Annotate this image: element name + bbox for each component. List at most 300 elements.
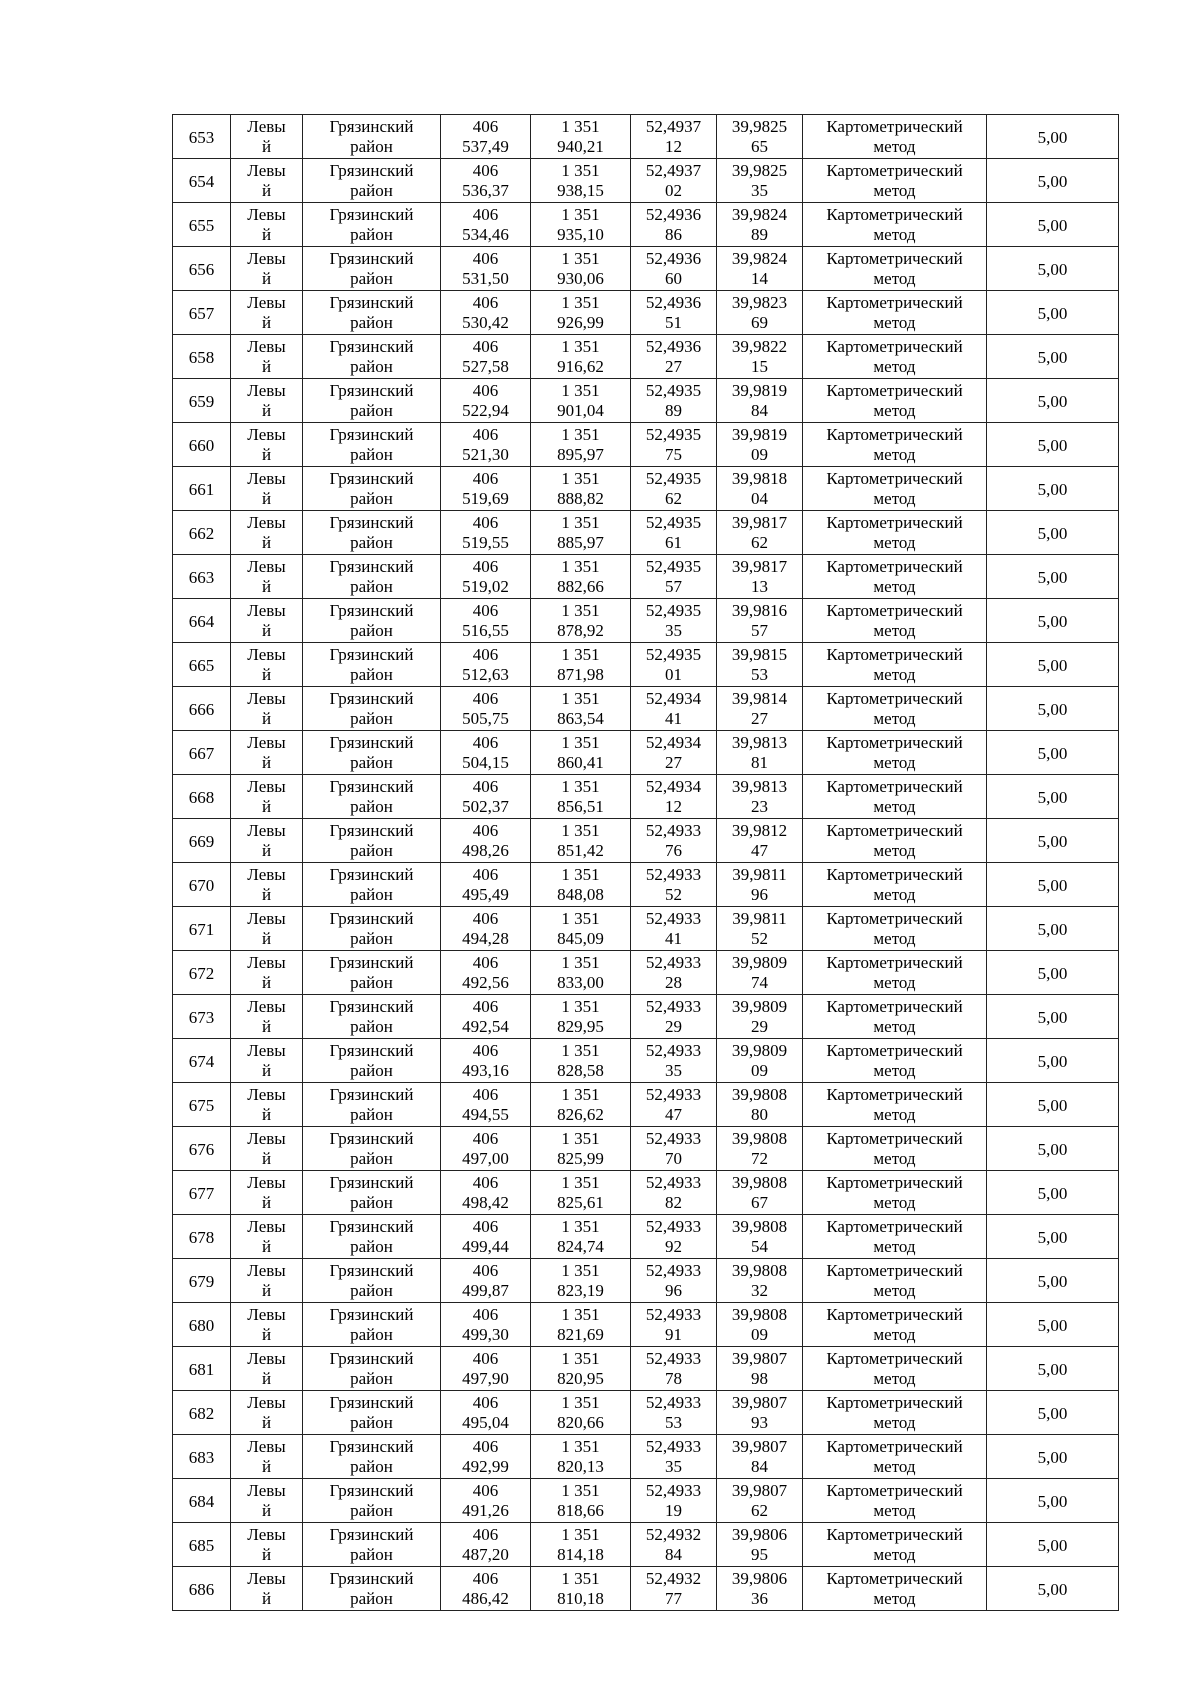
district-cell: Грязинский район <box>303 203 441 247</box>
side-cell: Левы й <box>231 775 303 819</box>
latitude-cell: 52,4932 84 <box>631 1523 717 1567</box>
accuracy-cell: 5,00 <box>987 863 1119 907</box>
table-row <box>173 159 1119 203</box>
table-row <box>173 1567 1119 1611</box>
side-cell: Левы й <box>231 203 303 247</box>
x-coordinate-cell: 406 519,55 <box>441 511 531 555</box>
table-row <box>173 291 1119 335</box>
accuracy-cell: 5,00 <box>987 995 1119 1039</box>
method-cell: Картометрический метод <box>803 1435 987 1479</box>
y-coordinate-cell: 1 351 871,98 <box>531 643 631 687</box>
side-cell: Левы й <box>231 115 303 159</box>
side-cell: Левы й <box>231 1303 303 1347</box>
row-number-cell: 673 <box>173 995 231 1039</box>
longitude-cell: 39,9813 23 <box>717 775 803 819</box>
method-cell: Картометрический метод <box>803 1567 987 1611</box>
accuracy-cell: 5,00 <box>987 159 1119 203</box>
y-coordinate-cell: 1 351 828,58 <box>531 1039 631 1083</box>
longitude-cell: 39,9817 13 <box>717 555 803 599</box>
longitude-cell: 39,9808 72 <box>717 1127 803 1171</box>
table-row <box>173 1303 1119 1347</box>
x-coordinate-cell: 406 498,26 <box>441 819 531 863</box>
latitude-cell: 52,4937 12 <box>631 115 717 159</box>
longitude-cell: 39,9811 52 <box>717 907 803 951</box>
district-cell: Грязинский район <box>303 1435 441 1479</box>
accuracy-cell: 5,00 <box>987 1303 1119 1347</box>
y-coordinate-cell: 1 351 856,51 <box>531 775 631 819</box>
x-coordinate-cell: 406 536,37 <box>441 159 531 203</box>
accuracy-cell: 5,00 <box>987 775 1119 819</box>
table-row <box>173 115 1119 159</box>
table-row <box>173 643 1119 687</box>
y-coordinate-cell: 1 351 860,41 <box>531 731 631 775</box>
longitude-cell: 39,9809 09 <box>717 1039 803 1083</box>
y-coordinate-cell: 1 351 833,00 <box>531 951 631 995</box>
latitude-cell: 52,4934 41 <box>631 687 717 731</box>
method-cell: Картометрический метод <box>803 1259 987 1303</box>
row-number-cell: 661 <box>173 467 231 511</box>
method-cell: Картометрический метод <box>803 247 987 291</box>
x-coordinate-cell: 406 531,50 <box>441 247 531 291</box>
table-row <box>173 511 1119 555</box>
x-coordinate-cell: 406 519,69 <box>441 467 531 511</box>
x-coordinate-cell: 406 521,30 <box>441 423 531 467</box>
longitude-cell: 39,9807 93 <box>717 1391 803 1435</box>
method-cell: Картометрический метод <box>803 1127 987 1171</box>
longitude-cell: 39,9811 96 <box>717 863 803 907</box>
latitude-cell: 52,4933 28 <box>631 951 717 995</box>
longitude-cell: 39,9807 62 <box>717 1479 803 1523</box>
district-cell: Грязинский район <box>303 1215 441 1259</box>
side-cell: Левы й <box>231 1567 303 1611</box>
method-cell: Картометрический метод <box>803 115 987 159</box>
y-coordinate-cell: 1 351 810,18 <box>531 1567 631 1611</box>
latitude-cell: 52,4934 12 <box>631 775 717 819</box>
y-coordinate-cell: 1 351 848,08 <box>531 863 631 907</box>
accuracy-cell: 5,00 <box>987 467 1119 511</box>
y-coordinate-cell: 1 351 823,19 <box>531 1259 631 1303</box>
accuracy-cell: 5,00 <box>987 1523 1119 1567</box>
method-cell: Картометрический метод <box>803 1083 987 1127</box>
method-cell: Картометрический метод <box>803 863 987 907</box>
method-cell: Картометрический метод <box>803 907 987 951</box>
latitude-cell: 52,4936 86 <box>631 203 717 247</box>
table-row <box>173 1391 1119 1435</box>
district-cell: Грязинский район <box>303 775 441 819</box>
side-cell: Левы й <box>231 1391 303 1435</box>
side-cell: Левы й <box>231 1479 303 1523</box>
y-coordinate-cell: 1 351 820,66 <box>531 1391 631 1435</box>
x-coordinate-cell: 406 486,42 <box>441 1567 531 1611</box>
side-cell: Левы й <box>231 291 303 335</box>
longitude-cell: 39,9824 89 <box>717 203 803 247</box>
district-cell: Грязинский район <box>303 1171 441 1215</box>
latitude-cell: 52,4933 29 <box>631 995 717 1039</box>
latitude-cell: 52,4933 41 <box>631 907 717 951</box>
district-cell: Грязинский район <box>303 819 441 863</box>
district-cell: Грязинский район <box>303 1391 441 1435</box>
district-cell: Грязинский район <box>303 1303 441 1347</box>
latitude-cell: 52,4935 35 <box>631 599 717 643</box>
side-cell: Левы й <box>231 159 303 203</box>
y-coordinate-cell: 1 351 930,06 <box>531 247 631 291</box>
table-row <box>173 335 1119 379</box>
x-coordinate-cell: 406 499,30 <box>441 1303 531 1347</box>
district-cell: Грязинский район <box>303 159 441 203</box>
side-cell: Левы й <box>231 379 303 423</box>
table-row <box>173 1259 1119 1303</box>
longitude-cell: 39,9808 09 <box>717 1303 803 1347</box>
row-number-cell: 656 <box>173 247 231 291</box>
row-number-cell: 669 <box>173 819 231 863</box>
y-coordinate-cell: 1 351 814,18 <box>531 1523 631 1567</box>
side-cell: Левы й <box>231 599 303 643</box>
y-coordinate-cell: 1 351 825,99 <box>531 1127 631 1171</box>
row-number-cell: 675 <box>173 1083 231 1127</box>
longitude-cell: 39,9806 95 <box>717 1523 803 1567</box>
x-coordinate-cell: 406 512,63 <box>441 643 531 687</box>
row-number-cell: 679 <box>173 1259 231 1303</box>
longitude-cell: 39,9816 57 <box>717 599 803 643</box>
table-row <box>173 1523 1119 1567</box>
row-number-cell: 654 <box>173 159 231 203</box>
district-cell: Грязинский район <box>303 291 441 335</box>
table-row <box>173 1347 1119 1391</box>
y-coordinate-cell: 1 351 885,97 <box>531 511 631 555</box>
table-row <box>173 1083 1119 1127</box>
longitude-cell: 39,9814 27 <box>717 687 803 731</box>
y-coordinate-cell: 1 351 829,95 <box>531 995 631 1039</box>
y-coordinate-cell: 1 351 820,95 <box>531 1347 631 1391</box>
side-cell: Левы й <box>231 1083 303 1127</box>
latitude-cell: 52,4933 53 <box>631 1391 717 1435</box>
y-coordinate-cell: 1 351 825,61 <box>531 1171 631 1215</box>
longitude-cell: 39,9807 98 <box>717 1347 803 1391</box>
district-cell: Грязинский район <box>303 1127 441 1171</box>
accuracy-cell: 5,00 <box>987 1567 1119 1611</box>
latitude-cell: 52,4932 77 <box>631 1567 717 1611</box>
method-cell: Картометрический метод <box>803 335 987 379</box>
district-cell: Грязинский район <box>303 1479 441 1523</box>
y-coordinate-cell: 1 351 888,82 <box>531 467 631 511</box>
y-coordinate-cell: 1 351 935,10 <box>531 203 631 247</box>
method-cell: Картометрический метод <box>803 467 987 511</box>
accuracy-cell: 5,00 <box>987 599 1119 643</box>
district-cell: Грязинский район <box>303 115 441 159</box>
x-coordinate-cell: 406 487,20 <box>441 1523 531 1567</box>
x-coordinate-cell: 406 519,02 <box>441 555 531 599</box>
y-coordinate-cell: 1 351 826,62 <box>531 1083 631 1127</box>
latitude-cell: 52,4936 27 <box>631 335 717 379</box>
table-row <box>173 995 1119 1039</box>
side-cell: Левы й <box>231 687 303 731</box>
side-cell: Левы й <box>231 511 303 555</box>
table-row <box>173 203 1119 247</box>
method-cell: Картометрический метод <box>803 1391 987 1435</box>
longitude-cell: 39,9808 32 <box>717 1259 803 1303</box>
accuracy-cell: 5,00 <box>987 335 1119 379</box>
side-cell: Левы й <box>231 1435 303 1479</box>
x-coordinate-cell: 406 499,44 <box>441 1215 531 1259</box>
y-coordinate-cell: 1 351 901,04 <box>531 379 631 423</box>
table-row <box>173 1215 1119 1259</box>
row-number-cell: 668 <box>173 775 231 819</box>
longitude-cell: 39,9815 53 <box>717 643 803 687</box>
accuracy-cell: 5,00 <box>987 1479 1119 1523</box>
side-cell: Левы й <box>231 863 303 907</box>
accuracy-cell: 5,00 <box>987 1215 1119 1259</box>
longitude-cell: 39,9812 47 <box>717 819 803 863</box>
row-number-cell: 685 <box>173 1523 231 1567</box>
accuracy-cell: 5,00 <box>987 731 1119 775</box>
y-coordinate-cell: 1 351 938,15 <box>531 159 631 203</box>
latitude-cell: 52,4935 89 <box>631 379 717 423</box>
latitude-cell: 52,4933 96 <box>631 1259 717 1303</box>
longitude-cell: 39,9818 04 <box>717 467 803 511</box>
side-cell: Левы й <box>231 1039 303 1083</box>
row-number-cell: 662 <box>173 511 231 555</box>
row-number-cell: 653 <box>173 115 231 159</box>
row-number-cell: 676 <box>173 1127 231 1171</box>
accuracy-cell: 5,00 <box>987 1259 1119 1303</box>
accuracy-cell: 5,00 <box>987 379 1119 423</box>
side-cell: Левы й <box>231 907 303 951</box>
table-row <box>173 819 1119 863</box>
longitude-cell: 39,9823 69 <box>717 291 803 335</box>
side-cell: Левы й <box>231 335 303 379</box>
table-body <box>173 115 1119 1611</box>
longitude-cell: 39,9825 65 <box>717 115 803 159</box>
method-cell: Картометрический метод <box>803 1215 987 1259</box>
latitude-cell: 52,4933 19 <box>631 1479 717 1523</box>
row-number-cell: 663 <box>173 555 231 599</box>
method-cell: Картометрический метод <box>803 599 987 643</box>
x-coordinate-cell: 406 498,42 <box>441 1171 531 1215</box>
x-coordinate-cell: 406 534,46 <box>441 203 531 247</box>
row-number-cell: 665 <box>173 643 231 687</box>
method-cell: Картометрический метод <box>803 643 987 687</box>
row-number-cell: 670 <box>173 863 231 907</box>
row-number-cell: 659 <box>173 379 231 423</box>
method-cell: Картометрический метод <box>803 951 987 995</box>
x-coordinate-cell: 406 497,90 <box>441 1347 531 1391</box>
side-cell: Левы й <box>231 951 303 995</box>
latitude-cell: 52,4933 70 <box>631 1127 717 1171</box>
coordinates-table <box>172 114 1119 1611</box>
side-cell: Левы й <box>231 467 303 511</box>
x-coordinate-cell: 406 522,94 <box>441 379 531 423</box>
table-row <box>173 1127 1119 1171</box>
longitude-cell: 39,9817 62 <box>717 511 803 555</box>
accuracy-cell: 5,00 <box>987 1083 1119 1127</box>
y-coordinate-cell: 1 351 820,13 <box>531 1435 631 1479</box>
longitude-cell: 39,9819 84 <box>717 379 803 423</box>
x-coordinate-cell: 406 502,37 <box>441 775 531 819</box>
district-cell: Грязинский район <box>303 995 441 1039</box>
latitude-cell: 52,4933 92 <box>631 1215 717 1259</box>
longitude-cell: 39,9808 80 <box>717 1083 803 1127</box>
table-row <box>173 731 1119 775</box>
longitude-cell: 39,9813 81 <box>717 731 803 775</box>
accuracy-cell: 5,00 <box>987 819 1119 863</box>
x-coordinate-cell: 406 495,49 <box>441 863 531 907</box>
row-number-cell: 660 <box>173 423 231 467</box>
longitude-cell: 39,9806 36 <box>717 1567 803 1611</box>
y-coordinate-cell: 1 351 845,09 <box>531 907 631 951</box>
side-cell: Левы й <box>231 1523 303 1567</box>
accuracy-cell: 5,00 <box>987 555 1119 599</box>
x-coordinate-cell: 406 492,99 <box>441 1435 531 1479</box>
side-cell: Левы й <box>231 247 303 291</box>
method-cell: Картометрический метод <box>803 291 987 335</box>
longitude-cell: 39,9809 29 <box>717 995 803 1039</box>
latitude-cell: 52,4936 60 <box>631 247 717 291</box>
x-coordinate-cell: 406 516,55 <box>441 599 531 643</box>
accuracy-cell: 5,00 <box>987 203 1119 247</box>
row-number-cell: 677 <box>173 1171 231 1215</box>
method-cell: Картометрический метод <box>803 995 987 1039</box>
side-cell: Левы й <box>231 1171 303 1215</box>
y-coordinate-cell: 1 351 882,66 <box>531 555 631 599</box>
table-row <box>173 1479 1119 1523</box>
row-number-cell: 686 <box>173 1567 231 1611</box>
side-cell: Левы й <box>231 555 303 599</box>
district-cell: Грязинский район <box>303 1523 441 1567</box>
longitude-cell: 39,9809 74 <box>717 951 803 995</box>
latitude-cell: 52,4934 27 <box>631 731 717 775</box>
table-row <box>173 247 1119 291</box>
district-cell: Грязинский район <box>303 335 441 379</box>
accuracy-cell: 5,00 <box>987 1127 1119 1171</box>
accuracy-cell: 5,00 <box>987 115 1119 159</box>
method-cell: Картометрический метод <box>803 775 987 819</box>
accuracy-cell: 5,00 <box>987 951 1119 995</box>
row-number-cell: 667 <box>173 731 231 775</box>
side-cell: Левы й <box>231 423 303 467</box>
latitude-cell: 52,4936 51 <box>631 291 717 335</box>
y-coordinate-cell: 1 351 863,54 <box>531 687 631 731</box>
row-number-cell: 682 <box>173 1391 231 1435</box>
method-cell: Картометрический метод <box>803 1171 987 1215</box>
latitude-cell: 52,4935 75 <box>631 423 717 467</box>
y-coordinate-cell: 1 351 940,21 <box>531 115 631 159</box>
district-cell: Грязинский район <box>303 951 441 995</box>
row-number-cell: 657 <box>173 291 231 335</box>
latitude-cell: 52,4933 76 <box>631 819 717 863</box>
table-row <box>173 599 1119 643</box>
latitude-cell: 52,4933 91 <box>631 1303 717 1347</box>
table-row <box>173 1039 1119 1083</box>
accuracy-cell: 5,00 <box>987 291 1119 335</box>
x-coordinate-cell: 406 491,26 <box>441 1479 531 1523</box>
row-number-cell: 672 <box>173 951 231 995</box>
longitude-cell: 39,9808 54 <box>717 1215 803 1259</box>
row-number-cell: 655 <box>173 203 231 247</box>
y-coordinate-cell: 1 351 818,66 <box>531 1479 631 1523</box>
accuracy-cell: 5,00 <box>987 423 1119 467</box>
row-number-cell: 684 <box>173 1479 231 1523</box>
district-cell: Грязинский район <box>303 379 441 423</box>
method-cell: Картометрический метод <box>803 1347 987 1391</box>
district-cell: Грязинский район <box>303 863 441 907</box>
accuracy-cell: 5,00 <box>987 687 1119 731</box>
latitude-cell: 52,4935 01 <box>631 643 717 687</box>
district-cell: Грязинский район <box>303 511 441 555</box>
table-row <box>173 775 1119 819</box>
accuracy-cell: 5,00 <box>987 1391 1119 1435</box>
side-cell: Левы й <box>231 643 303 687</box>
x-coordinate-cell: 406 505,75 <box>441 687 531 731</box>
y-coordinate-cell: 1 351 916,62 <box>531 335 631 379</box>
table-row <box>173 423 1119 467</box>
y-coordinate-cell: 1 351 878,92 <box>531 599 631 643</box>
longitude-cell: 39,9824 14 <box>717 247 803 291</box>
row-number-cell: 674 <box>173 1039 231 1083</box>
district-cell: Грязинский район <box>303 1567 441 1611</box>
latitude-cell: 52,4937 02 <box>631 159 717 203</box>
row-number-cell: 671 <box>173 907 231 951</box>
table-row <box>173 1171 1119 1215</box>
method-cell: Картометрический метод <box>803 423 987 467</box>
accuracy-cell: 5,00 <box>987 1347 1119 1391</box>
x-coordinate-cell: 406 493,16 <box>441 1039 531 1083</box>
latitude-cell: 52,4935 61 <box>631 511 717 555</box>
row-number-cell: 681 <box>173 1347 231 1391</box>
row-number-cell: 683 <box>173 1435 231 1479</box>
method-cell: Картометрический метод <box>803 203 987 247</box>
table-row <box>173 863 1119 907</box>
y-coordinate-cell: 1 351 824,74 <box>531 1215 631 1259</box>
latitude-cell: 52,4935 57 <box>631 555 717 599</box>
y-coordinate-cell: 1 351 851,42 <box>531 819 631 863</box>
latitude-cell: 52,4933 47 <box>631 1083 717 1127</box>
side-cell: Левы й <box>231 1347 303 1391</box>
row-number-cell: 658 <box>173 335 231 379</box>
y-coordinate-cell: 1 351 821,69 <box>531 1303 631 1347</box>
latitude-cell: 52,4933 78 <box>631 1347 717 1391</box>
table-row <box>173 687 1119 731</box>
accuracy-cell: 5,00 <box>987 247 1119 291</box>
side-cell: Левы й <box>231 819 303 863</box>
method-cell: Картометрический метод <box>803 1523 987 1567</box>
side-cell: Левы й <box>231 1259 303 1303</box>
x-coordinate-cell: 406 492,54 <box>441 995 531 1039</box>
accuracy-cell: 5,00 <box>987 1171 1119 1215</box>
accuracy-cell: 5,00 <box>987 907 1119 951</box>
x-coordinate-cell: 406 497,00 <box>441 1127 531 1171</box>
y-coordinate-cell: 1 351 926,99 <box>531 291 631 335</box>
method-cell: Картометрический метод <box>803 1039 987 1083</box>
x-coordinate-cell: 406 495,04 <box>441 1391 531 1435</box>
district-cell: Грязинский район <box>303 599 441 643</box>
latitude-cell: 52,4933 35 <box>631 1435 717 1479</box>
district-cell: Грязинский район <box>303 467 441 511</box>
table-row <box>173 379 1119 423</box>
table-row <box>173 467 1119 511</box>
table-row <box>173 1435 1119 1479</box>
latitude-cell: 52,4935 62 <box>631 467 717 511</box>
district-cell: Грязинский район <box>303 731 441 775</box>
method-cell: Картометрический метод <box>803 687 987 731</box>
row-number-cell: 680 <box>173 1303 231 1347</box>
side-cell: Левы й <box>231 1215 303 1259</box>
longitude-cell: 39,9825 35 <box>717 159 803 203</box>
district-cell: Грязинский район <box>303 423 441 467</box>
x-coordinate-cell: 406 504,15 <box>441 731 531 775</box>
district-cell: Грязинский район <box>303 643 441 687</box>
x-coordinate-cell: 406 527,58 <box>441 335 531 379</box>
table-row <box>173 951 1119 995</box>
